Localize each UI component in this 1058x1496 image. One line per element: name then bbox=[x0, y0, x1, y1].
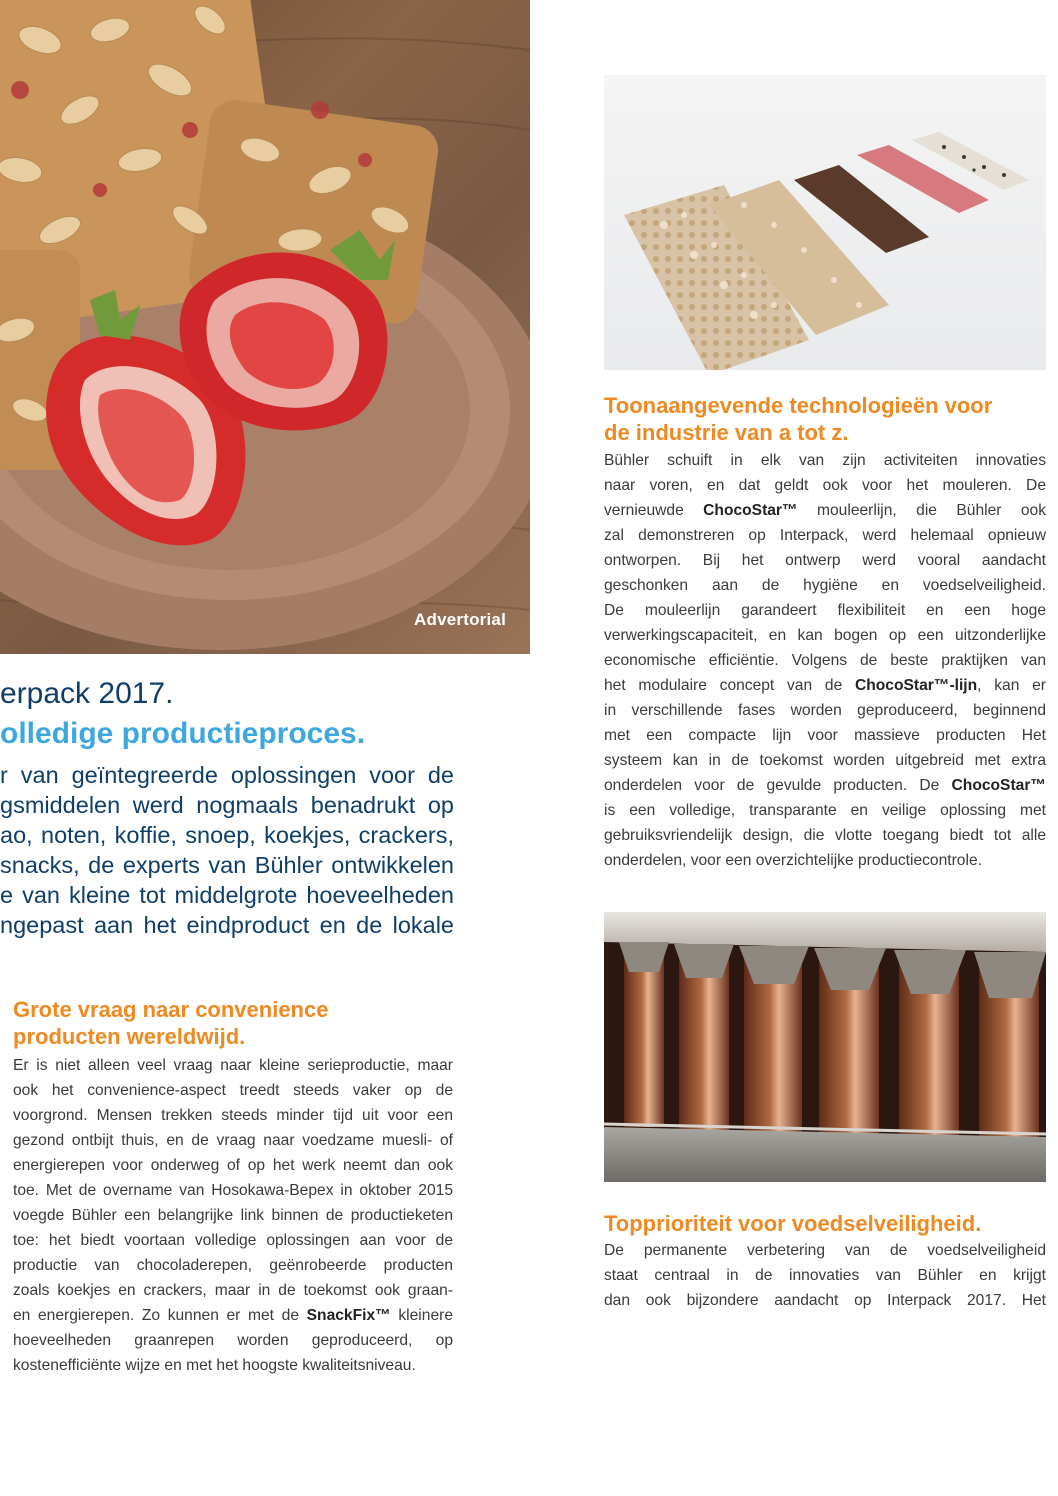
body-line: gezond ontbijt thuis, en de vraag naar voedzame muesli- of bbox=[13, 1132, 453, 1149]
granola-strawberry-photo bbox=[0, 0, 530, 654]
snackfix-brand: SnackFix™ bbox=[306, 1307, 391, 1324]
lead-paragraph bbox=[0, 760, 454, 940]
body-text: mouleerlijn, die Bühler ook bbox=[797, 502, 1046, 519]
body-line: Bühler schuift in elk van zijn activiteiten innovaties bbox=[604, 452, 1046, 469]
safety-heading: Topprioriteit voor voedselveiligheid. bbox=[604, 1211, 982, 1236]
body-line: is een volledige, transparante en veilige oplossing met bbox=[604, 802, 1046, 819]
body-line: naar voren, en dat geldt ook voor het mouleren. De bbox=[604, 477, 1046, 494]
body-text: vernieuwde bbox=[604, 502, 704, 519]
moulding-illustration bbox=[604, 912, 1046, 1182]
body-line: in verschillende fases worden geproduceerd, beginnend bbox=[604, 702, 1046, 719]
tech-heading bbox=[604, 392, 1046, 446]
body-line: De permanente verbetering van de voedselveiligheid bbox=[604, 1242, 1046, 1259]
cereal-bars-illustration bbox=[604, 75, 1046, 370]
tech-heading-line2: de industrie van a tot z. bbox=[604, 420, 849, 445]
body-line: ook het convenience-aspect treedt steeds vaker op de bbox=[13, 1082, 453, 1099]
cereal-bars-photo bbox=[604, 75, 1046, 370]
body-line: dan ook bijzondere aandacht op Interpack 2017. Het bbox=[604, 1292, 1046, 1309]
lead-line: e van kleine tot middelgrote hoeveelheden bbox=[0, 882, 454, 908]
body-line: toe: het biedt voortaan volledige oplossingen aan voor de bbox=[13, 1232, 453, 1249]
body-text: , kan er bbox=[977, 677, 1046, 694]
body-line: toe. Met de overname van Hosokawa-Bepex in oktober 2015 bbox=[13, 1182, 453, 1199]
body-line: De mouleerlijn garandeert flexibiliteit en een hoge bbox=[604, 602, 1046, 619]
lead-line: ngepast aan het eindproduct en de lokale bbox=[0, 912, 454, 938]
body-line: voorgrond. Mensen trekken steeds minder tijd uit voor een bbox=[13, 1107, 453, 1124]
body-line: productie van chocoladerepen, geënrobeerde producten bbox=[13, 1257, 453, 1274]
body-line: hoeveelheden graanrepen worden geproduceerd, op bbox=[13, 1332, 453, 1349]
main-title-line2: olledige productieproces. bbox=[0, 717, 366, 750]
body-line: ontworpen. Bij het ontwerp werd vooral aandacht bbox=[604, 552, 1046, 569]
lead-line: ao, noten, koffie, snoep, koekjes, crackers, bbox=[0, 822, 454, 848]
body-line: gebruiksvriendelijk design, die vlotte toegang biedt tot alle bbox=[604, 827, 1046, 844]
body-line: staat centraal in de innovaties van Bühler en krijgt bbox=[604, 1267, 1046, 1284]
body-line: met een compacte lijn voor massieve producten Het bbox=[604, 727, 1046, 744]
chocostar-brand: ChocoStar™ bbox=[951, 777, 1046, 794]
body-line: verwerkingscapaciteit, en kan bogen op een uitzonderlijke bbox=[604, 627, 1046, 644]
body-line: economische efficiëntie. Volgens de beste praktijken van bbox=[604, 652, 1046, 669]
convenience-heading-line2: producten wereldwijd. bbox=[13, 1024, 246, 1049]
body-line: voegde Bühler een belangrijke link binnen de productieketen bbox=[13, 1207, 453, 1224]
convenience-body bbox=[13, 1053, 453, 1378]
body-line-last: kostenefficiënte wijze en met het hoogste kwaliteitsniveau. bbox=[13, 1357, 416, 1374]
chocostar-brand: ChocoStar™ bbox=[703, 502, 798, 519]
advertorial-label: Advertorial bbox=[414, 610, 506, 629]
body-line: geschonken aan de hygiëne en voedselveiligheid. bbox=[604, 577, 1046, 594]
lead-line: r van geïntegreerde oplossingen voor de bbox=[0, 762, 454, 788]
lead-line: snacks, de experts van Bühler ontwikkelen bbox=[0, 852, 454, 878]
body-line bbox=[604, 773, 1046, 798]
body-line: zoals koekjes en crackers, maar in de toekomst ook graan- bbox=[13, 1282, 453, 1299]
body-line bbox=[13, 1303, 453, 1328]
convenience-heading bbox=[13, 996, 453, 1050]
body-line-last: onderdelen, voor een overzichtelijke productiecontrole. bbox=[604, 852, 982, 869]
safety-body bbox=[604, 1238, 1046, 1313]
body-text: en energierepen. Zo kunnen er met de bbox=[13, 1307, 307, 1324]
body-text: onderdelen voor de gevulde producten. De bbox=[604, 777, 952, 794]
body-text: het modulaire concept van de bbox=[604, 677, 855, 694]
tech-heading-line1: Toonaangevende technologieën voor bbox=[604, 393, 993, 418]
body-line bbox=[604, 498, 1046, 523]
convenience-heading-line1: Grote vraag naar convenience bbox=[13, 997, 329, 1022]
body-line: Er is niet alleen veel vraag naar kleine serieproductie, maar bbox=[13, 1057, 453, 1074]
main-title-line1: erpack 2017. bbox=[0, 677, 174, 710]
body-text: kleinere bbox=[390, 1307, 453, 1324]
chocolate-moulding-photo bbox=[604, 912, 1046, 1182]
granola-illustration bbox=[0, 0, 530, 654]
body-line bbox=[604, 673, 1046, 698]
body-line: systeem kan in de toekomst worden uitgebreid met extra bbox=[604, 752, 1046, 769]
chocostar-lijn-brand: ChocoStar™-lijn bbox=[855, 677, 978, 694]
lead-line: gsmiddelen werd nogmaals benadrukt op bbox=[0, 792, 454, 818]
body-line: energierepen voor onderweg of op het werk neemt dan ook bbox=[13, 1157, 453, 1174]
body-line: zal demonstreren op Interpack, werd helemaal opnieuw bbox=[604, 527, 1046, 544]
tech-body bbox=[604, 448, 1046, 873]
